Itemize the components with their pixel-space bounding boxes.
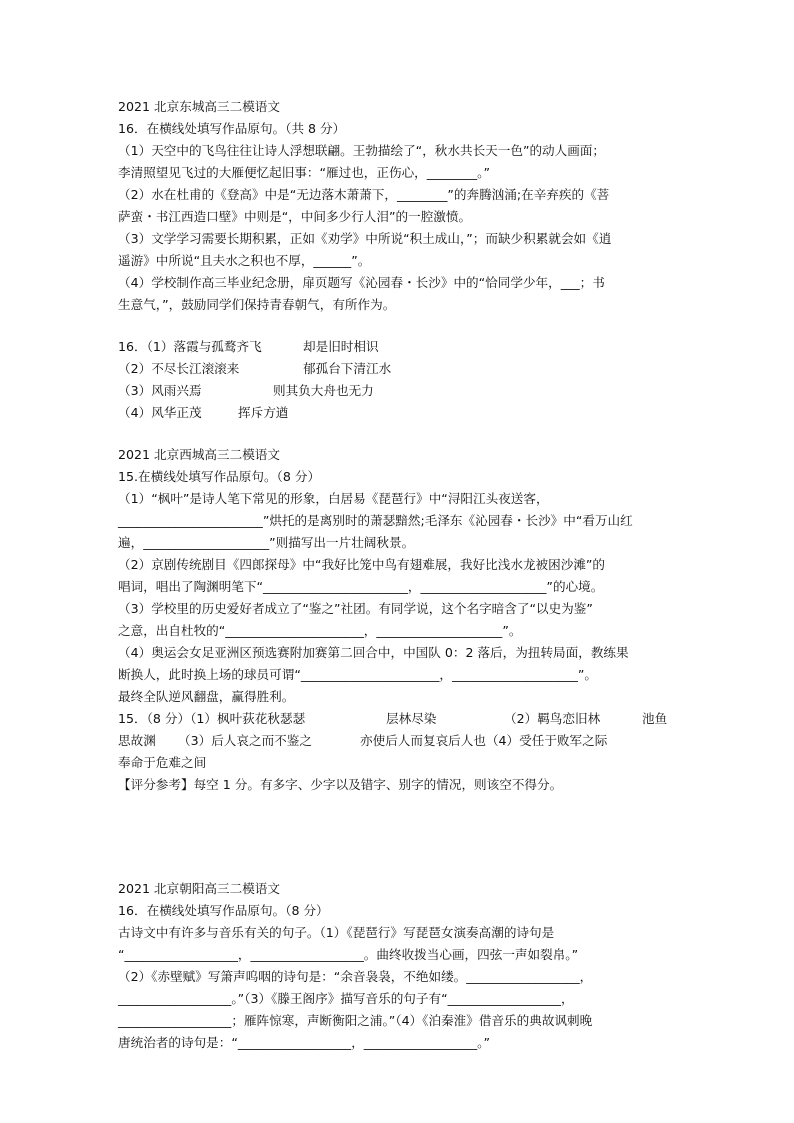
- question-line: 萨蛮・书江西造口壁》中则是“，中间多少行人泪”的一腔激愤。: [118, 209, 472, 224]
- section-header: 2021 北京东城高三二模语文: [118, 99, 280, 114]
- question-line: （4）奥运会女足亚洲区预选赛附加赛第二回合中，中国队 0：2 落后，为扭转局面，教练果: [118, 645, 629, 660]
- question-line: （4）学校制作高三毕业纪念册，扉页题写《沁园春・长沙》中的“恰同学少年，___；书: [118, 275, 605, 290]
- question-title: 16．在横线处填写作品原句。（8 分）: [118, 903, 329, 918]
- answer-text: （4）风华正茂: [118, 405, 202, 420]
- question-line: 古诗文中有许多与音乐有关的句子。（1）《琵琶行》写琵琶女演奏高潮的诗句是: [118, 925, 555, 940]
- question-title: 16．在横线处填写作品原句。（共 8 分）: [118, 121, 346, 136]
- question-line: （2）水在杜甫的《登高》中是“无边落木萧萧下，________”的奔腾汹涌;在辛弃疾的《菩: [118, 187, 610, 202]
- scoring-note: 【评分参考】每空 1 分。有多字、少字以及错字、别字的情况，则该空不得分。: [118, 777, 563, 792]
- answer-text: 却是旧时相识: [303, 339, 379, 354]
- answer-line: [118, 358, 678, 380]
- answer-text: 挥斥方遒: [238, 405, 289, 420]
- answer-text: 亦使后人而复哀后人也（4）受任于败军之际: [360, 733, 608, 748]
- answer-text: 层林尽染: [386, 711, 437, 726]
- question-line: （3）文学学习需要长期积累，正如《劝学》中所说“积土成山，”；而缺少积累就会如《逍: [118, 231, 612, 246]
- question-line: 之意，出自杜牧的“______________________，____________________”。: [118, 623, 522, 638]
- answer-line: [118, 380, 678, 402]
- answer-text: 则其负大舟也无力: [273, 383, 374, 398]
- section-xicheng: [118, 444, 678, 796]
- question-line: “__________________，__________________。曲终收拨当心画，四弦一声如裂帛。”: [118, 947, 579, 962]
- answer-line: [118, 402, 678, 424]
- question-line: （2）《赤壁赋》写箫声呜咽的诗句是：“余音袅袅，不绝如缕。__________________，: [118, 969, 593, 984]
- question-line: 唱词，唱出了陶渊明笔下“_______________________，____________________”的心境。: [118, 579, 604, 594]
- answer-text: （2）羁鸟恋旧林: [504, 711, 601, 726]
- answer-text: 奉命于危难之间: [118, 755, 207, 770]
- question-line: 遍，____________________”则描写出一片壮阔秋景。: [118, 535, 415, 550]
- answer-text: 郁孤台下清江水: [303, 361, 392, 376]
- answer-text: （3）后人哀之而不鉴之: [178, 733, 312, 748]
- section-chaoyang: [118, 878, 678, 1054]
- question-line: （3）学校里的历史爱好者成立了“鉴之”社团。有同学说，这个名字暗含了“以史为鉴”: [118, 601, 593, 616]
- answer-line: [118, 336, 678, 358]
- question-line: 李清照望见飞过的大雁便忆起旧事：“雁过也，正伤心，________。”: [118, 165, 490, 180]
- answer-text: （3）风雨兴焉: [118, 383, 202, 398]
- answer-line: [118, 730, 678, 752]
- question-title: 15.在横线处填写作品原句。（8 分）: [118, 469, 321, 484]
- question-line: __________________。”（3）《滕王阁序》描写音乐的句子有“__________________，: [118, 991, 574, 1006]
- question-line: （1）天空中的飞鸟往往让诗人浮想联翩。王勃描绘了“，秋水共长天一色”的动人画面；: [118, 143, 606, 158]
- answer-text: （2）不尽长江滚滚来: [118, 361, 240, 376]
- question-line: 断换人，此时换上场的球员可谓“______________________，____________________”。: [118, 667, 598, 682]
- answer-text: 15．（8 分）（1）枫叶荻花秋瑟瑟: [118, 711, 306, 726]
- question-line: 遥游》中所说“且夫水之积也不厚，______”。: [118, 253, 371, 268]
- question-line: 生意气，”，鼓励同学们保持青春朝气，有所作为。: [118, 297, 396, 312]
- section-dongcheng: [118, 96, 678, 424]
- question-line: （2）京剧传统剧目《四郎探母》中“我好比笼中鸟有翅难展，我好比浅水龙被困沙滩”的: [118, 557, 606, 572]
- answer-text: 16．（1）落霞与孤鹜齐飞: [118, 339, 262, 354]
- section-header: 2021 北京西城高三二模语文: [118, 447, 280, 462]
- question-line: 唐统治者的诗句是：“__________________，__________________。”: [118, 1035, 490, 1050]
- question-line: _______________________”烘托的是离别时的萧瑟黯然;毛泽东《沁园春・长沙》中“看万山红: [118, 513, 633, 528]
- document-page: [118, 96, 678, 1054]
- section-header: 2021 北京朝阳高三二模语文: [118, 881, 280, 896]
- answer-line: [118, 708, 678, 730]
- question-line: （1）“枫叶”是诗人笔下常见的形象，白居易《琵琶行》中“浔阳江头夜送客，: [118, 491, 549, 506]
- question-line: __________________；雁阵惊寒，声断衡阳之浦。”（4）《泊秦淮》借音乐的典故讽刺晚: [118, 1013, 593, 1028]
- answer-text: 池鱼: [642, 711, 668, 726]
- question-line: 最终全队逆风翻盘，赢得胜利。: [118, 689, 295, 704]
- answer-text: 思故渊: [118, 733, 156, 748]
- answer-line: [118, 752, 678, 774]
